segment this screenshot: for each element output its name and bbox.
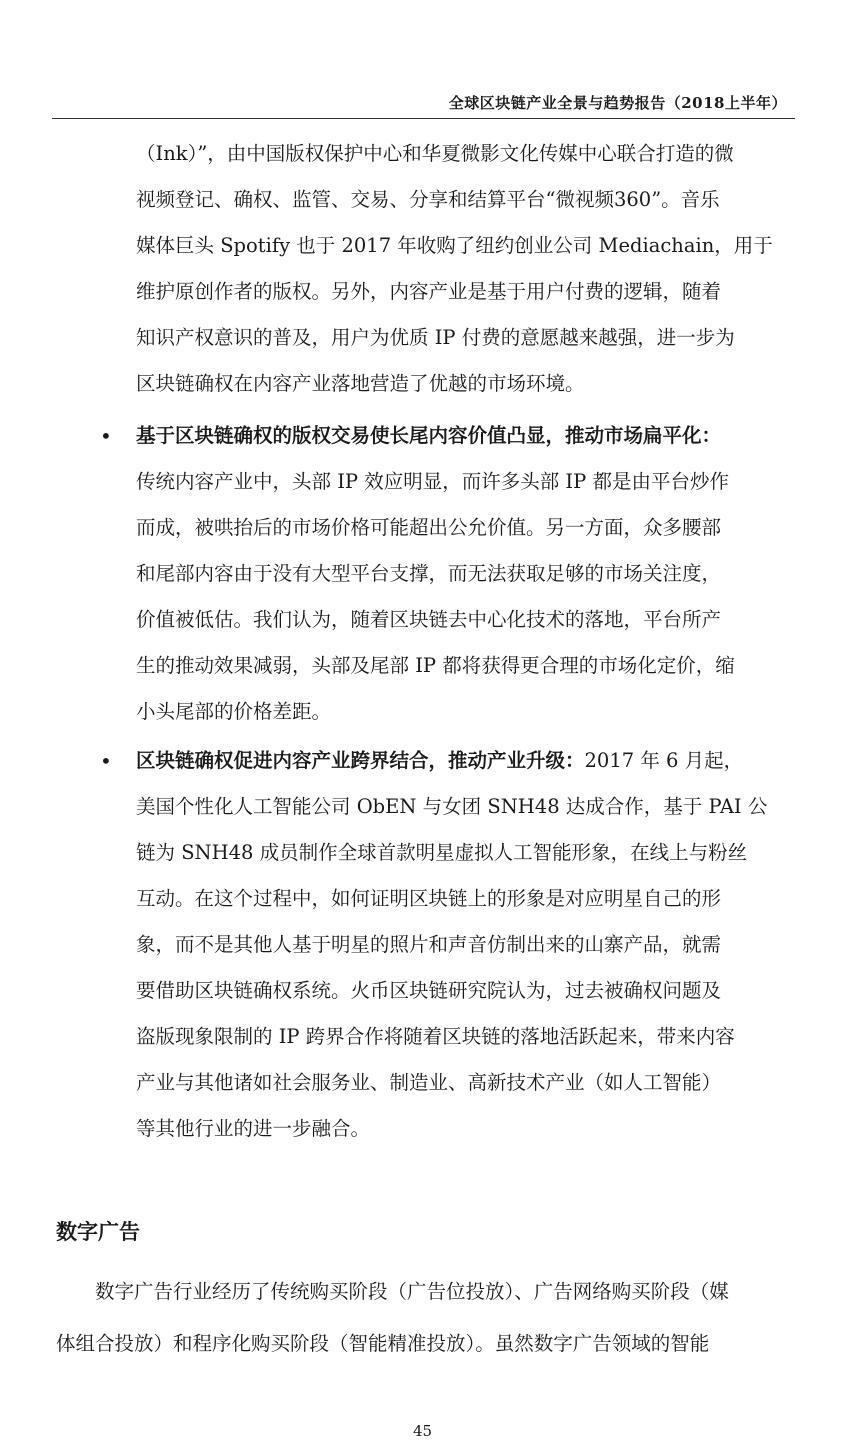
text-line: 维护原创作者的版权。另外，内容产业是基于用户付费的逻辑，随着: [136, 280, 722, 303]
header-rule: [52, 118, 795, 119]
paragraph-continued: [136, 131, 794, 407]
text-line: 视频登记、确权、监管、交易、分享和结算平台“微视频360”。音乐: [136, 188, 720, 211]
bullet-heading: 区块链确权促进内容产业跨界结合，推动产业升级：: [136, 749, 585, 772]
bullet-heading-line: [136, 738, 794, 784]
text-line: 价值被低估。我们认为，随着区块链去中心化技术的落地，平台所产: [136, 608, 722, 631]
section-heading: 数字广告: [56, 1219, 140, 1244]
bullet-heading-tail: 2017 年 6 月起，: [584, 749, 744, 772]
text-line: 小头尾部的价格差距。: [136, 700, 332, 723]
text-line: 区块链确权在内容产业落地营造了优越的市场环境。: [136, 372, 585, 395]
text-line: 生的推动效果减弱，头部及尾部 IP 都将获得更合理的市场化定价，缩: [136, 654, 735, 677]
text-line: 传统内容产业中，头部 IP 效应明显，而许多头部 IP 都是由平台炒作: [136, 470, 729, 493]
text-line: 盗版现象限制的 IP 跨界合作将随着区块链的落地活跃起来，带来内容: [136, 1025, 735, 1048]
running-header: 全球区块链产业全景与趋势报告（2018上半年）: [448, 94, 787, 112]
text-line: 产业与其他诸如社会服务业、制造业、高新技术产业（如人工智能）: [136, 1071, 722, 1094]
bullet-marker: •: [100, 749, 112, 773]
text-line: 等其他行业的进一步融合。: [136, 1117, 371, 1140]
section-paragraph: [56, 1266, 794, 1370]
text-line: 互动。在这个过程中，如何证明区块链上的形象是对应明星自己的形: [136, 887, 722, 910]
text-line: 体组合投放）和程序化购买阶段（智能精准投放）。虽然数字广告领域的智能: [56, 1332, 710, 1355]
text-line: （Ink）”，由中国版权保护中心和华夏微影文化传媒中心联合打造的微: [136, 142, 734, 165]
text-line: 要借助区块链确权系统。火币区块链研究院认为，过去被确权问题及: [136, 979, 722, 1002]
text-line: 数字广告行业经历了传统购买阶段（广告位投放）、广告网络购买阶段（媒: [56, 1280, 729, 1303]
page-number: 45: [412, 1422, 433, 1440]
text-line: 而成，被哄抬后的市场价格可能超出公允价值。另一方面，众多腰部: [136, 516, 722, 539]
text-line: 象，而不是其他人基于明星的照片和声音仿制出来的山寨产品，就需: [136, 933, 722, 956]
bullet-item-longtail: [136, 413, 794, 735]
text-line: 链为 SNH48 成员制作全球首款明星虚拟人工智能形象，在线上与粉丝: [136, 841, 748, 864]
bullet-marker: •: [100, 424, 112, 448]
text-line: 美国个性化人工智能公司 ObEN 与女团 SNH48 达成合作，基于 PAI 公: [136, 795, 768, 818]
bullet-item-crossover: [136, 738, 794, 1152]
text-line: 和尾部内容由于没有大型平台支撑，而无法获取足够的市场关注度，: [136, 562, 722, 585]
text-line: 媒体巨头 Spotify 也于 2017 年收购了纽约创业公司 Mediachain，用于: [136, 234, 773, 257]
text-line: 知识产权意识的普及，用户为优质 IP 付费的意愿越来越强，进一步为: [136, 326, 735, 349]
bullet-heading: 基于区块链确权的版权交易使长尾内容价值凸显，推动市场扁平化：: [136, 424, 722, 447]
